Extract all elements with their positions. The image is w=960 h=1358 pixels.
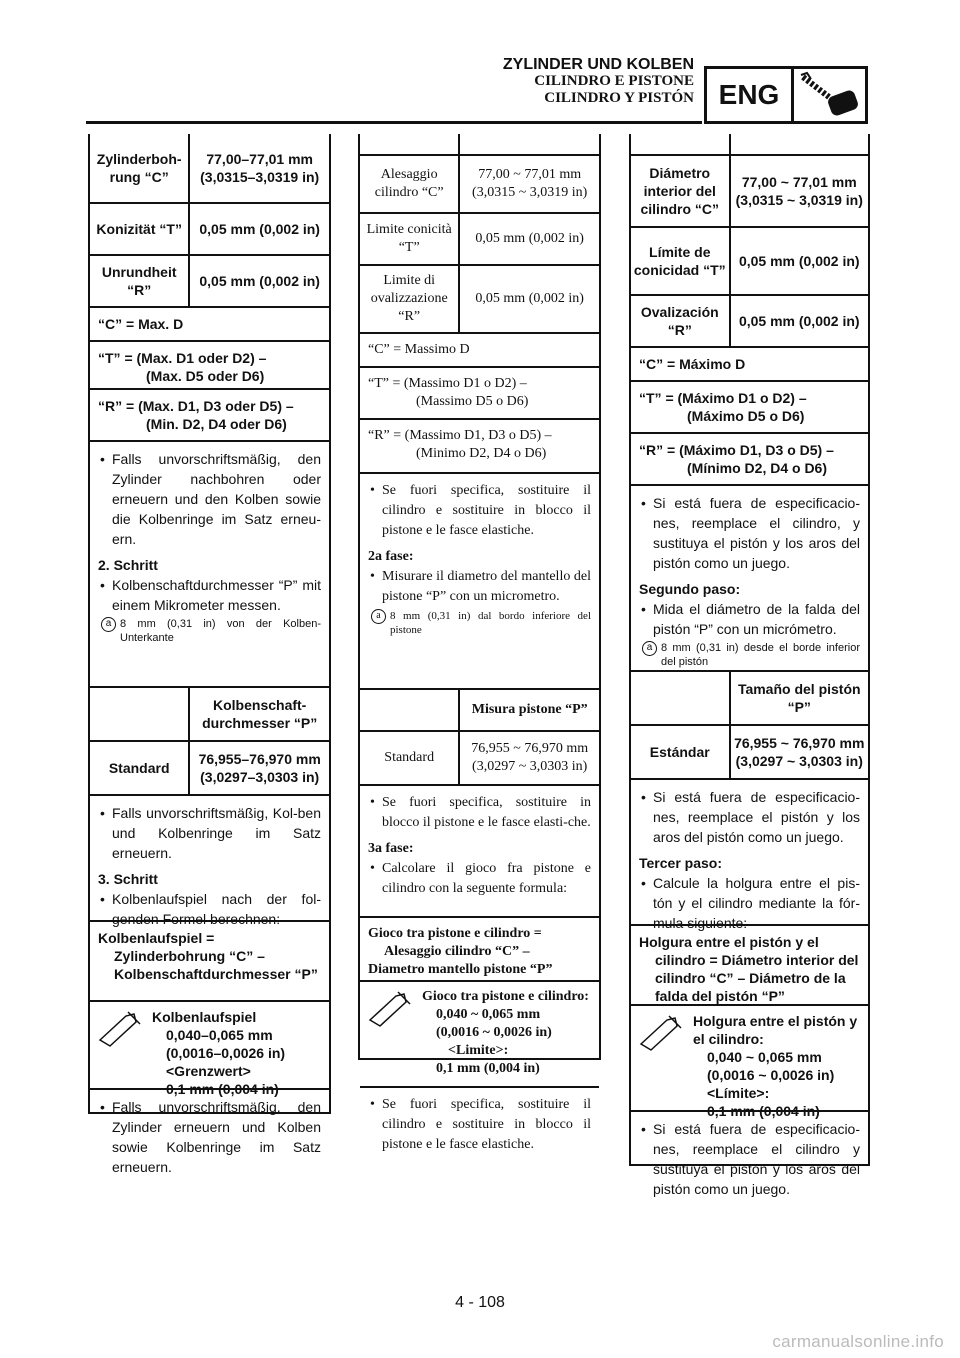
spec-row bbox=[360, 212, 599, 264]
formula-t bbox=[360, 366, 599, 418]
list-item: • Kolbenschaftdurchmesser “P” mit einem Mikrometer messen. bbox=[98, 575, 321, 615]
clearance-spec bbox=[360, 980, 599, 1086]
formula-t-line2: (Max. D5 oder D6) bbox=[146, 368, 265, 384]
page-number: 4 - 108 bbox=[455, 1294, 505, 1311]
instructions-2 bbox=[631, 778, 868, 931]
list-item: • Calcolare il gioco fra pistone e cilindro con la seguente formula: bbox=[368, 859, 591, 899]
spec-row bbox=[631, 154, 868, 226]
wrench-tool-icon bbox=[794, 69, 865, 121]
piston-spec-label: Standard bbox=[90, 742, 190, 794]
formula-t bbox=[90, 340, 329, 388]
section-title bbox=[503, 56, 694, 107]
clearance-spec bbox=[90, 1000, 329, 1097]
formula-t bbox=[631, 380, 868, 432]
formula-c: “C” = Máximo D bbox=[631, 346, 868, 380]
piston-spec-value: 76,955 ~ 76,970 mm (3,0297 ~ 3,0303 in) bbox=[471, 741, 589, 774]
piston-spec-row bbox=[90, 740, 329, 794]
spec-label: Límite de conicidad “T” bbox=[631, 228, 731, 294]
wrench-icon bbox=[631, 1006, 689, 1110]
step-heading: 2. Schritt bbox=[98, 557, 158, 573]
piston-spec-row bbox=[360, 730, 599, 784]
piston-spec-row bbox=[631, 724, 868, 778]
clearance-title: Gioco tra pistone e cilindro: bbox=[422, 989, 589, 1004]
formula-t-line2: (Massimo D5 o D6) bbox=[416, 394, 529, 409]
clearance-in: (0,0016 ~ 0,0026 in) bbox=[707, 1067, 835, 1083]
formula-r bbox=[360, 418, 599, 472]
note-text: 8 mm (0,31 in) dal bordo inferiore del pistone bbox=[390, 610, 591, 636]
piston-spec-title: Misura pistone “P” bbox=[471, 702, 588, 717]
formula-r-line1: “R” = (Massimo D1, D3 o D5) – bbox=[368, 428, 552, 443]
wrench-icon bbox=[90, 1002, 148, 1088]
list-item: • Si está fuera de especificacio-nes, reemplace el cilindro, y sustituya el pistón y los aros del pistón como un juego. bbox=[639, 493, 860, 573]
spec-value: 0,05 mm (0,002 in) bbox=[199, 273, 320, 289]
list-item: • Si está fuera de especificacio-nes, reemplace el pistón y los aros del pistón como un juego. bbox=[639, 787, 860, 847]
limit-value: 0,1 mm (0,004 in) bbox=[166, 1081, 279, 1097]
title-german: ZYLINDER UND KOLBEN bbox=[502, 56, 694, 73]
footnote bbox=[639, 641, 860, 669]
clearance-title: Kolbenlaufspiel bbox=[152, 1009, 257, 1025]
blank-cell bbox=[90, 688, 190, 740]
formula-c: “C” = Massimo D bbox=[360, 332, 599, 366]
note-marker: a bbox=[642, 641, 657, 656]
formula-r-line1: “R” = (Max. D1, D3 oder D5) – bbox=[98, 398, 294, 414]
column-german bbox=[88, 134, 331, 1175]
spec-value: 0,05 mm (0,002 in) bbox=[738, 313, 860, 329]
limit-label: <Grenzwert> bbox=[166, 1063, 251, 1079]
piston-spec-title: Kolbenschaft-durchmesser “P” bbox=[202, 697, 318, 731]
spec-value: 0,05 mm (0,002 in) bbox=[475, 231, 584, 246]
formula-r bbox=[90, 388, 329, 440]
header-rule bbox=[86, 121, 702, 124]
clearance-values bbox=[689, 1006, 868, 1119]
list-item: • Calcule la holgura entre el pis-tón y el cilindro mediante la fór-mula siguiente: bbox=[639, 873, 860, 933]
formula-t-line1: “T” = (Max. D1 oder D2) – bbox=[98, 350, 267, 366]
instructions-3 bbox=[90, 1088, 329, 1184]
list-item: • Mida el diámetro de la falda del pistón “P” con un micrómetro. bbox=[639, 599, 860, 639]
spec-label: Limite conicità “T” bbox=[360, 214, 460, 264]
spec-value: 77,00–77,01 mm (3,0315–3,0319 in) bbox=[200, 151, 320, 185]
list-item: • Falls unvorschriftsmäßig, Kol-ben und Kolbenringe im Satz erneuern. bbox=[98, 803, 321, 863]
piston-spec-value: 76,955 ~ 76,970 mm (3,0297 ~ 3,0303 in) bbox=[734, 735, 865, 769]
instructions-3 bbox=[360, 1086, 599, 1162]
spec-label: Alesaggio cilindro “C” bbox=[360, 156, 460, 212]
clearance-formula bbox=[631, 924, 868, 1004]
spec-label: Konizität “T” bbox=[90, 204, 190, 254]
instructions bbox=[631, 484, 868, 670]
formula-t-line1: “T” = (Máximo D1 o D2) – bbox=[639, 390, 807, 406]
note-marker: a bbox=[101, 617, 116, 632]
clearance-values bbox=[418, 982, 599, 1086]
spec-row bbox=[631, 226, 868, 294]
blank-cell bbox=[631, 672, 731, 724]
clearance-mm: 0,040 ~ 0,065 mm bbox=[707, 1049, 822, 1065]
list-item: • Se fuori specifica, sostituire in blocco il pistone e le fasce elasti-che. bbox=[368, 793, 591, 833]
spec-label: Diámetro interior del cilindro “C” bbox=[631, 156, 731, 226]
spec-row bbox=[90, 202, 329, 254]
formula-r bbox=[631, 432, 868, 484]
list-item: • Misurare il diametro del mantello del pistone “P” con un micrometro. bbox=[368, 567, 591, 607]
piston-spec-label: Standard bbox=[360, 732, 460, 784]
instructions-2 bbox=[360, 784, 599, 916]
list-item: • Se fuori specifica, sostituire il cilindro e sostituire in blocco il pistone e le fasce elastiche. bbox=[368, 1095, 591, 1155]
formula-line: Alesaggio cilindro “C” – bbox=[384, 944, 530, 959]
formula-r-line2: (Mínimo D2, D4 o D6) bbox=[687, 460, 828, 476]
limit-value: 0,1 mm (0,004 in) bbox=[707, 1103, 820, 1119]
spec-row bbox=[360, 264, 599, 332]
formula-r-line1: “R” = (Máximo D1, D3 o D5) – bbox=[639, 442, 834, 458]
spec-label: Limite di ovalizzazione “R” bbox=[360, 266, 460, 332]
title-spanish: CILINDRO Y PISTÓN bbox=[544, 90, 694, 106]
spec-label: Unrundheit “R” bbox=[90, 256, 190, 306]
spec-label: Zylinderboh-rung “C” bbox=[90, 134, 190, 202]
clearance-spec bbox=[631, 1004, 868, 1119]
instructions-3 bbox=[631, 1110, 868, 1206]
list-item: • Si está fuera de especificacio-nes, reemplace el cilindro y sustituya el pistón y los aros del pistón como un juego. bbox=[639, 1119, 860, 1199]
instructions-2 bbox=[90, 794, 329, 927]
eng-badge bbox=[704, 66, 868, 124]
formula-r-line2: (Min. D2, D4 oder D6) bbox=[146, 416, 287, 432]
column-spanish bbox=[629, 134, 870, 1197]
piston-spec-head bbox=[631, 670, 868, 724]
formula-line: Kolbenschaftdurchmesser “P” bbox=[114, 966, 318, 982]
clearance-mm: 0,040–0,065 mm bbox=[166, 1027, 273, 1043]
spec-label: Ovalización “R” bbox=[631, 296, 731, 346]
spec-row bbox=[90, 254, 329, 306]
spec-row bbox=[90, 134, 329, 202]
clearance-in: (0,0016–0,0026 in) bbox=[166, 1045, 286, 1061]
instructions bbox=[360, 472, 599, 688]
note-text: 8 mm (0,31 in) von der Kolben-Unterkante bbox=[120, 618, 321, 644]
spec-value: 77,00 ~ 77,01 mm (3,0315 ~ 3,0319 in) bbox=[735, 174, 863, 208]
formula-line: Diametro mantello pistone “P” bbox=[368, 962, 553, 977]
formula-line: Holgura entre el pistón y el bbox=[639, 934, 819, 950]
step-heading: Segundo paso: bbox=[639, 581, 741, 597]
watermark: carmanualsonline.info bbox=[772, 1332, 944, 1351]
list-item: • Falls unvorschriftsmäßig, den Zylinder erneuern und Kolben sowie Kolbenringe im Satz erneuern. bbox=[98, 1097, 321, 1177]
formula-t-line2: (Máximo D5 o D6) bbox=[687, 408, 805, 424]
formula-line: cilindro = Diámetro interior del cilindro “C” – Diámetro de la falda del pistón “P” bbox=[655, 952, 859, 1004]
spec-value: 0,05 mm (0,002 in) bbox=[199, 221, 320, 237]
piston-spec-label: Estándar bbox=[631, 726, 731, 778]
clearance-mm: 0,040 ~ 0,065 mm bbox=[436, 1007, 541, 1022]
step-heading: 3. Schritt bbox=[98, 871, 158, 887]
list-item: • Falls unvorschriftsmäßig, den Zylinder nachbohren oder erneuern und den Kolben sowie die Kolbenringe im Satz erneu-ern. bbox=[98, 449, 321, 549]
spec-row bbox=[360, 154, 599, 212]
formula-line: Kolbenlaufspiel = bbox=[98, 930, 215, 946]
formula-c: “C” = Max. D bbox=[90, 306, 329, 340]
list-item: • Se fuori specifica, sostituire il cilindro e sostituire in blocco il pistone e le fasce elastiche. bbox=[368, 481, 591, 541]
clearance-formula bbox=[360, 916, 599, 980]
note-marker: a bbox=[371, 609, 386, 624]
limit-value: 0,1 mm (0,004 in) bbox=[436, 1061, 540, 1076]
note-text: 8 mm (0,31 in) desde el borde inferior del pistón bbox=[661, 642, 860, 668]
clearance-title: Holgura entre el pistón y el cilindro: bbox=[693, 1013, 858, 1047]
blank-cell bbox=[360, 690, 460, 730]
piston-spec-value: 76,955–76,970 mm (3,0297–3,0303 in) bbox=[198, 751, 321, 785]
wrench-icon bbox=[360, 982, 418, 1086]
formula-t-line1: “T” = (Massimo D1 o D2) – bbox=[368, 376, 527, 391]
list-item: • Kolbenlaufspiel nach der fol-genden Formel berechnen: bbox=[98, 889, 321, 929]
title-italian: CILINDRO E PISTONE bbox=[534, 73, 694, 89]
limit-label: <Limite>: bbox=[448, 1043, 509, 1058]
clearance-in: (0,0016 ~ 0,0026 in) bbox=[436, 1025, 552, 1040]
column-italian bbox=[358, 134, 601, 1152]
spec-value: 0,05 mm (0,002 in) bbox=[738, 253, 860, 269]
piston-spec-head bbox=[90, 686, 329, 740]
spacer bbox=[360, 134, 599, 154]
spec-value: 77,00 ~ 77,01 mm (3,0315 ~ 3,0319 in) bbox=[472, 167, 588, 200]
instructions bbox=[90, 440, 329, 686]
piston-spec-head bbox=[360, 688, 599, 730]
footnote bbox=[98, 617, 321, 645]
formula-line: Zylinderbohrung “C” – bbox=[114, 948, 265, 964]
formula-r-line2: (Minimo D2, D4 o D6) bbox=[416, 446, 547, 461]
limit-label: <Límite>: bbox=[707, 1085, 770, 1101]
clearance-values bbox=[148, 1002, 329, 1097]
spacer bbox=[631, 134, 868, 154]
eng-label: ENG bbox=[707, 69, 794, 121]
footnote bbox=[368, 609, 591, 637]
step-heading: Tercer paso: bbox=[639, 855, 722, 871]
clearance-formula bbox=[90, 920, 329, 1000]
spec-row bbox=[631, 294, 868, 346]
step-heading: 2a fase: bbox=[368, 549, 414, 564]
formula-line: Gioco tra pistone e cilindro = bbox=[368, 926, 542, 941]
piston-spec-title: Tamaño del pistón “P” bbox=[737, 681, 861, 715]
step-heading: 3a fase: bbox=[368, 841, 414, 856]
spec-value: 0,05 mm (0,002 in) bbox=[475, 291, 584, 306]
